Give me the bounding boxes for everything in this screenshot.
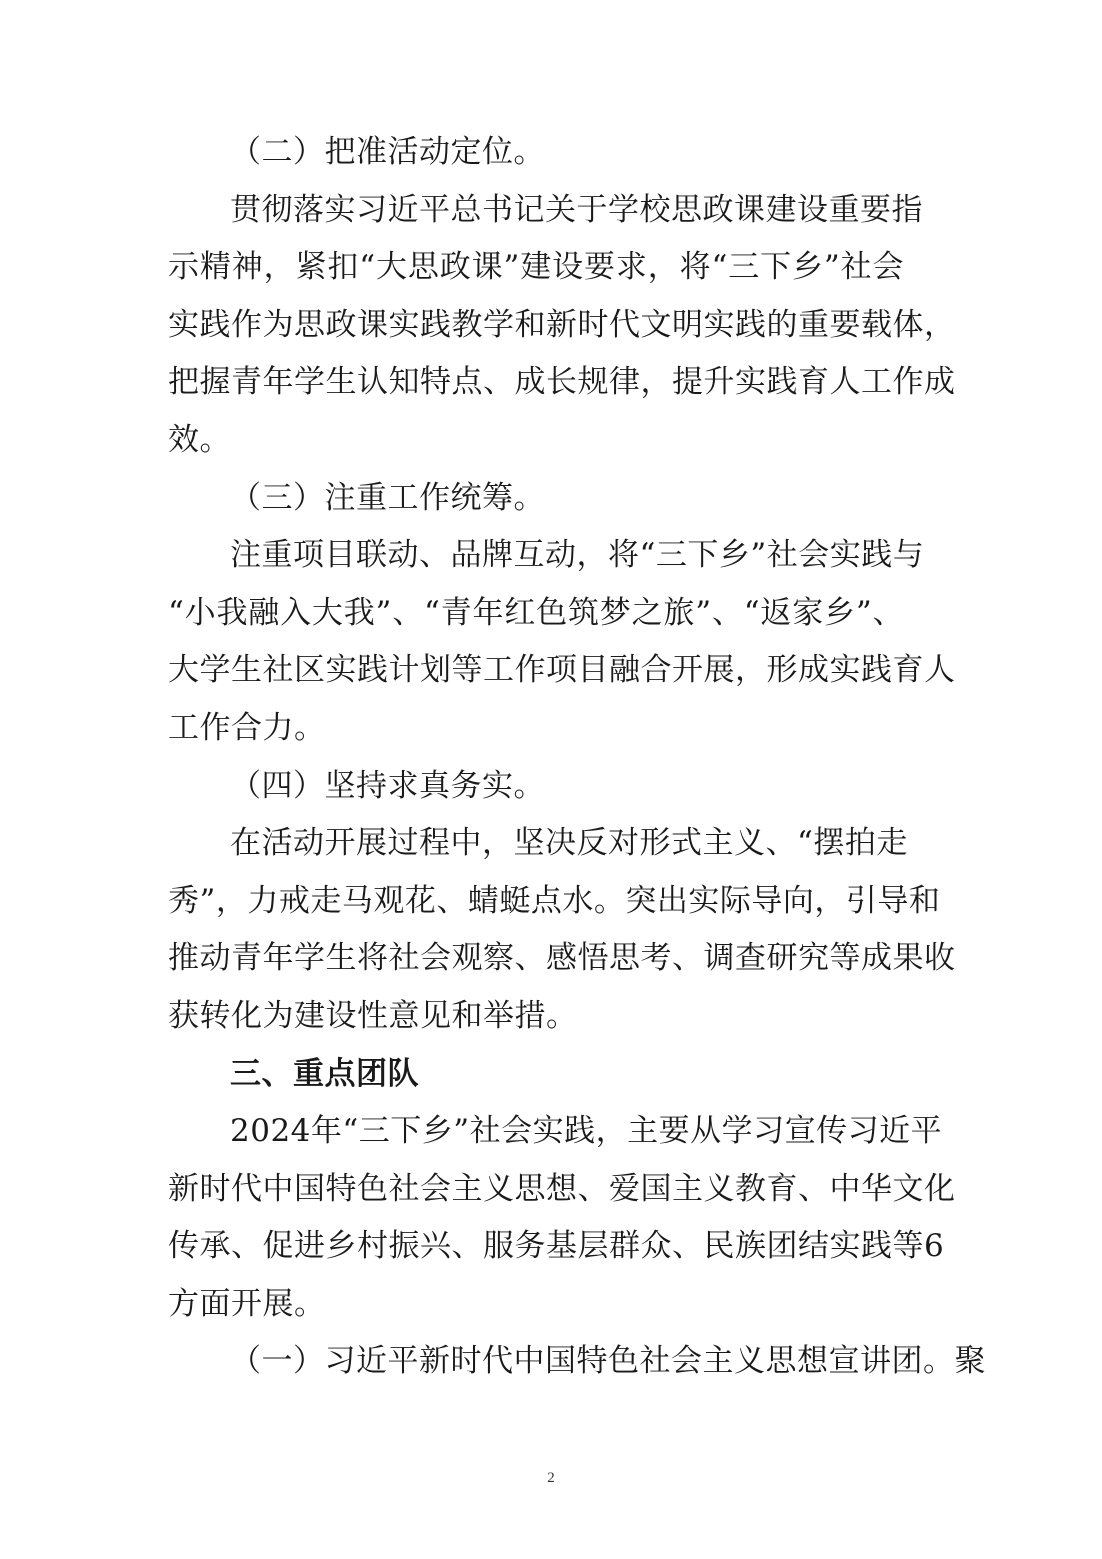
paragraph-line: 贯彻落实习近平总书记关于学校思政课建设重要指 <box>230 191 923 228</box>
subsection-heading-line: （四）坚持求真务实。 <box>230 767 545 804</box>
paragraph-line: 实践作为思政课实践教学和新时代文明实践的重要载体， <box>168 306 956 343</box>
subsection-heading-line: （二）把准活动定位。 <box>230 134 545 170</box>
subsection-heading-line: （三）注重工作统筹。 <box>230 479 545 516</box>
paragraph-line: 方面开展。 <box>168 1285 326 1322</box>
paragraph-line: “小我融入大我”、“青年红色筑梦之旅”、“返家乡”、 <box>168 594 904 631</box>
paragraph-line: 把握青年学生认知特点、成长规律，提升实践育人工作成 <box>168 364 956 401</box>
paragraph-line: 新时代中国特色社会主义思想、爱国主义教育、中华文化 <box>168 1170 956 1207</box>
paragraph-line: 获转化为建设性意见和举措。 <box>168 997 578 1034</box>
paragraph-line: 效。 <box>168 421 231 458</box>
paragraph-line: 传承、促进乡村振兴、服务基层群众、民族团结实践等6 <box>168 1228 945 1265</box>
document-body <box>168 124 986 1391</box>
paragraph-line: 秀”，力戒走马观花、蜻蜓点水。突出实际导向，引导和 <box>168 882 941 919</box>
section-heading: 三、重点团队 <box>230 1055 419 1092</box>
subsection-heading-line: （一）习近平新时代中国特色社会主义思想宣讲团。聚 <box>230 1343 986 1380</box>
paragraph-line: 2024年“三下乡”社会实践，主要从学习宣传习近平 <box>230 1113 943 1150</box>
paragraph-line: 示精神，紧扣“大思政课”建设要求，将“三下乡”社会 <box>168 249 904 286</box>
paragraph-line: 工作合力。 <box>168 709 326 746</box>
paragraph-line: 在活动开展过程中，坚决反对形式主义、“摆拍走 <box>230 825 908 862</box>
paragraph-line: 推动青年学生将社会观察、感悟思考、调查研究等成果收 <box>168 940 956 977</box>
page-number: 2 <box>547 1470 555 1486</box>
paragraph-line: 大学生社区实践计划等工作项目融合开展，形成实践育人 <box>168 652 956 689</box>
paragraph-line: 注重项目联动、品牌互动，将“三下乡”社会实践与 <box>230 537 925 574</box>
